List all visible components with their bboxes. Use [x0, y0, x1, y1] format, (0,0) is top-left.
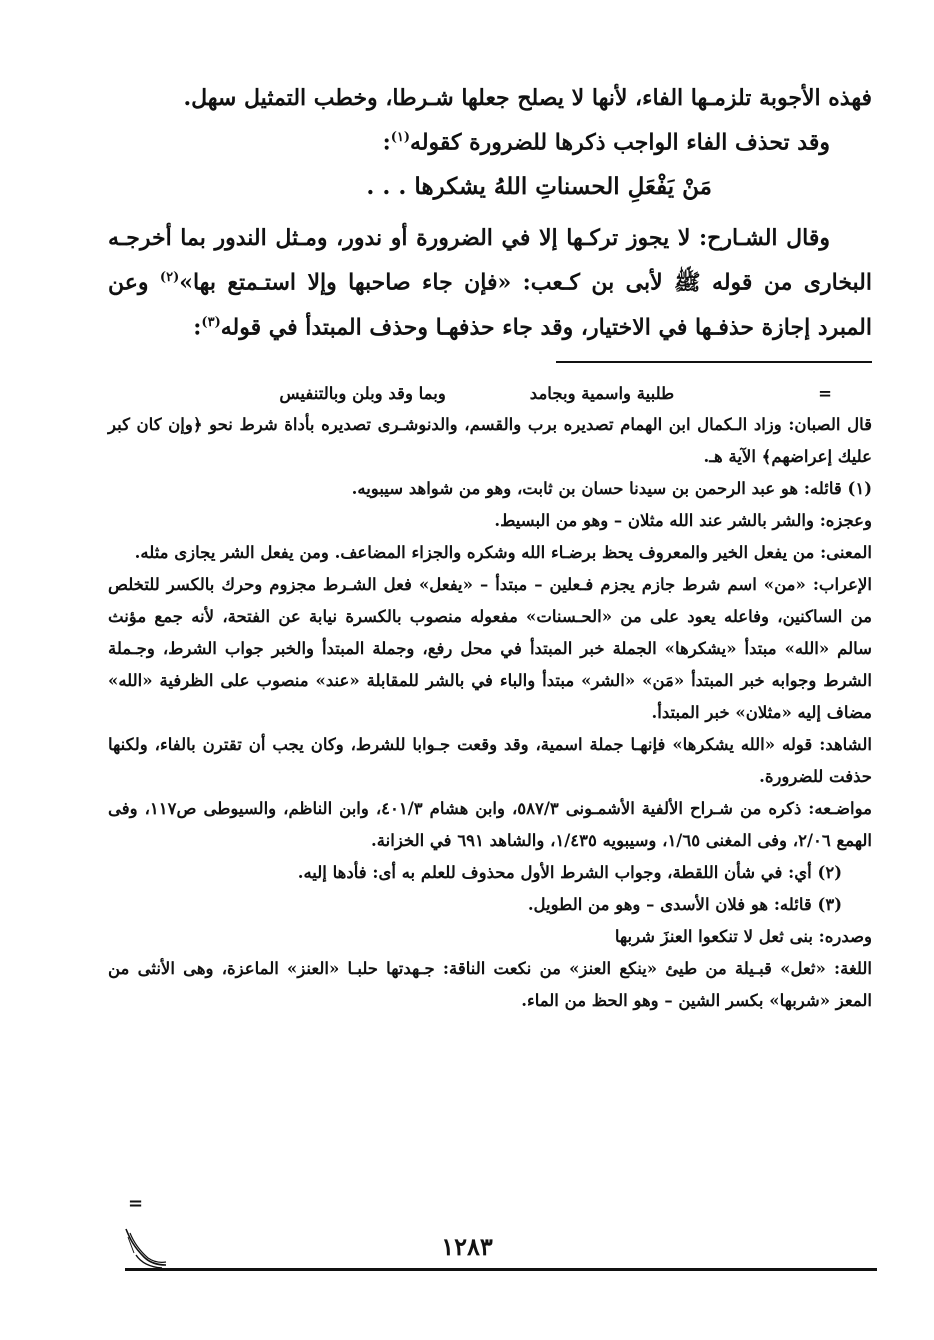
page-body	[108, 78, 872, 1017]
note-3-text: هو فلان الأسدى – وهو من الطويل.	[527, 894, 774, 914]
sources-text: ذكره من شـراح الألفية الأشمـونى ٥٨٧/٣، وابن هشام ٤٠١/٣، وابن الناظم، والسيوطى ص١١٧، وفى الهمع ٢/٠٦، وفى المغنى ١/٦٥، وسيبويه ١/٤٣٥، والشاهد ٦٩١ في الخزانة.	[108, 798, 872, 850]
footnote-ref-3[interactable]: (٣)	[201, 314, 221, 330]
note-ajuz	[108, 505, 872, 537]
continued-verse-part-2: وبما وقد وبلن وبالتنفيس	[279, 383, 446, 403]
verse-line: مَنْ يَفْعَلِ الحسناتِ اللهُ يشكرها . . .	[366, 173, 712, 201]
note-3-label: (٣) قائله:	[773, 894, 842, 914]
lugha-text: «ثعل» قبـيلة من طيئ «ينكع العنز» من نكعت الناقة: جـهدتها حلبـا «العنز» الماعزة، وهى الأنثى من المعز «شربها» بكسر الشين – وهو الحظ من الماء.	[108, 958, 872, 1010]
note-2-text: في شأن اللقطة، وجواب الشرط الأول محذوف للعلم به أى: فأدها إليه.	[297, 862, 789, 882]
note-1-label: (١) قائله:	[803, 478, 872, 498]
main-text	[108, 78, 872, 347]
note-lugha	[108, 953, 872, 1017]
paragraph-3-text-a: وقال الشـارح: لا يجوز تركـها إلا في الضرورة أو ندور، ومـثل الندور بما أخرجـه البخارى من قوله ﷺ لأبى بن كـعب: «فإن جاء صاحبها وإلا استـمتع بها»	[108, 225, 872, 296]
paragraph-2	[108, 118, 872, 162]
footnote-ref-2[interactable]: (٢)	[159, 270, 180, 286]
note-2	[108, 857, 872, 889]
note-1-speaker	[108, 473, 872, 505]
footer-rule	[125, 1268, 877, 1271]
continuation-mark: =	[818, 383, 832, 403]
shahid-text: قوله «الله يشكرها» فإنهـا جملة اسمية، وقد وقعت جـوابا للشرط، وكان يجب أن تقترن بالفاء، ولكنها حذفت للضرورة.	[108, 734, 872, 786]
paragraph-3-text-b: وعن المبرد إجازة حذفـها في الاختيار، وقد جاء حذفهـا وحذف المبتدأ في قوله	[108, 269, 872, 340]
sadr-label: وصدره:	[818, 926, 872, 946]
ajuz-label: وعجزه:	[819, 510, 872, 530]
note-1-text: هو عبد الرحمن بن سيدنا حسان بن ثابت، وهو من شواهد سيبويه.	[351, 478, 804, 498]
paragraph-1: فهذه الأجوبة تلزمـها الفاء، لأنها لا يصلح جعلها شـرطا، وخطب التمثيل سهل.	[183, 85, 872, 111]
page-number: ١٢٨٣	[441, 1232, 493, 1261]
footnote-ref-1[interactable]: (١)	[390, 130, 411, 145]
note-shahid	[108, 729, 872, 793]
note-2-label: (٢) أي:	[788, 862, 842, 882]
irab-text: «من» اسم شرط جازم يجزم فـعلين – مبتدأ – «يفعل» فعل الشـرط مجزوم وحرك بالكسر للتخلص من الساكنين، وفاعله يعود على من «الحـسنات» مفعوله منصوب بالكسرة نيابة عن الفتحة، لأنه جمع مؤنث سالم «الله» مبتدأ «يشكرها» الجملة خبر المبتدأ في محل رفع، وجملة المبتدأ والخبر جواب الشرط، وجـملة الشرط وجوابه خبر المبتدأ «مَن» «الشر» مبتدأ والباء في بالشر للمقابلة «عند» منصوب على الظرفية «الله» مضاف إليه «مثلان» خبر المبتدأ.	[108, 574, 872, 722]
continued-verse-part-1: طلبية واسمية وبجامد	[529, 383, 675, 403]
meaning-text: من يفعل الخير والمعروف يحظ برضـاء الله وشكره والجزاء المضاعف. ومن يفعل الشر يجازى مثله.	[134, 542, 821, 562]
note-sources	[108, 793, 872, 857]
shahid-label: الشاهد:	[819, 734, 872, 754]
lugha-label: اللغة:	[834, 958, 872, 978]
irab-label: الإعراب:	[812, 574, 872, 594]
continuation-mark-bottom: =	[128, 1193, 144, 1214]
note-3	[108, 889, 872, 921]
paragraph-3	[108, 218, 872, 347]
note-irab	[108, 569, 872, 729]
sadr-text: بنى ثعل لا تنكعوا العنزَ شربها	[614, 926, 819, 946]
paragraph-2-colon: :	[382, 129, 391, 156]
sources-label: مواضـعه:	[808, 798, 872, 818]
note-meaning	[108, 537, 872, 569]
meaning-label: المعنى:	[820, 542, 872, 562]
note-sadr	[108, 921, 872, 953]
ajuz-text: والشر بالشر عند الله مثلان – وهو من البسيط.	[494, 510, 820, 530]
footnotes	[108, 379, 872, 1017]
note-sabban: قال الصبان: وزاد الـكمال ابن الهمام تصديره برب والقسم، والدنوشـرى تصديره بأداة شرط نحو ﴿وإن كان كبر عليك إعراضهم﴾ الآية هـ.	[108, 414, 872, 466]
continued-verse	[108, 379, 872, 409]
paragraph-2-text: وقد تحذف الفاء الواجب ذكرها للضرورة كقوله	[410, 129, 830, 156]
footnote-separator	[556, 361, 872, 363]
paragraph-3-colon: :	[193, 313, 202, 340]
